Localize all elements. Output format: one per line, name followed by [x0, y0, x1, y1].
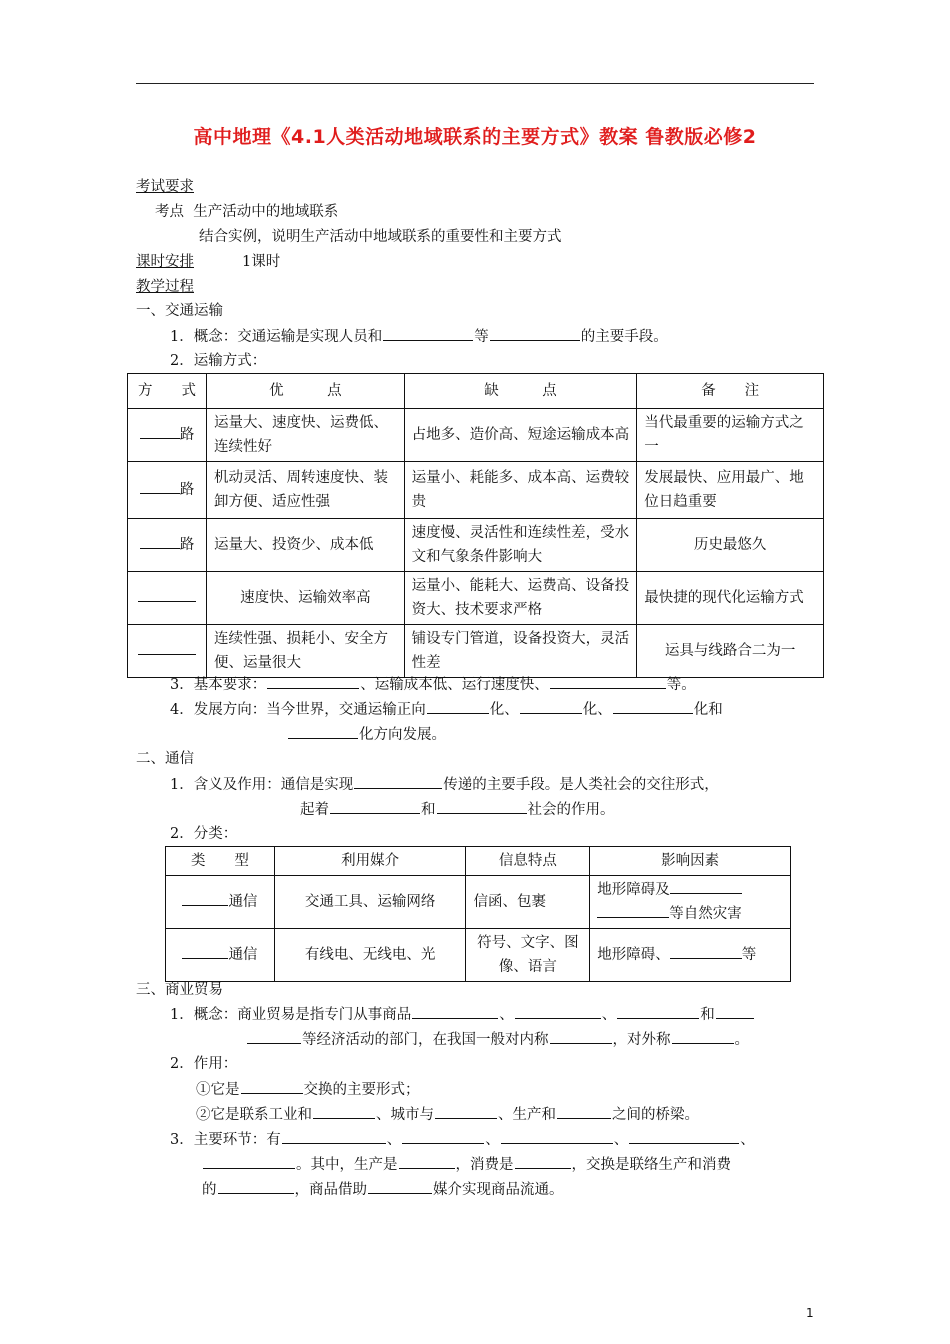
mode-cell[interactable]: 路 — [128, 462, 207, 519]
blank[interactable] — [435, 1104, 497, 1119]
blank[interactable] — [427, 699, 489, 714]
exam-heading: 考试要求 — [136, 179, 194, 195]
exam-requirement: 结合实例，说明生产活动中地域联系的重要性和主要方式 — [199, 229, 562, 245]
blank[interactable] — [354, 774, 442, 789]
header-cell: 类 型 — [166, 847, 275, 876]
con-cell: 铺设专门管道，设备投资大，灵活性差 — [404, 625, 637, 678]
blank[interactable] — [368, 1179, 432, 1194]
pro-cell: 机动灵活、周转速度快、装卸方便、适应性强 — [206, 462, 404, 519]
con-cell: 占地多、造价高、短途运输成本高 — [404, 409, 637, 462]
header-cell: 利用媒介 — [274, 847, 466, 876]
blank[interactable] — [670, 879, 742, 894]
table-row — [128, 572, 824, 625]
blank[interactable] — [182, 891, 228, 906]
blank[interactable] — [383, 326, 473, 341]
blank[interactable] — [490, 326, 580, 341]
communication-meaning: 1．含义及作用：通信是实现 传递的主要手段。是人类社会的交往形式， — [170, 774, 719, 795]
table-header-row — [128, 374, 824, 409]
table-row — [128, 519, 824, 572]
header-cell: 备 注 — [637, 374, 824, 409]
blank[interactable] — [140, 534, 180, 549]
header-cell: 影响因素 — [590, 847, 791, 876]
blank[interactable] — [412, 1004, 498, 1019]
trade-links-end: 的 ，商品借助 媒介实现商品流通。 — [202, 1179, 564, 1200]
blank[interactable] — [282, 1129, 386, 1144]
page-number: 1 — [806, 1306, 814, 1320]
blank[interactable] — [218, 1179, 294, 1194]
blank[interactable] — [241, 1079, 303, 1094]
blank[interactable] — [267, 674, 359, 689]
communication-table — [165, 846, 791, 982]
mode-cell[interactable] — [128, 625, 207, 678]
process-heading: 教学过程 — [136, 279, 194, 295]
blank[interactable] — [330, 799, 420, 814]
schedule-value: 1课时 — [242, 254, 281, 270]
trade-links: 3．主要环节：有 、 、 、 、 — [170, 1129, 755, 1150]
note-cell: 历史最悠久 — [637, 519, 824, 572]
blank[interactable] — [617, 1004, 699, 1019]
header-cell: 信息特点 — [466, 847, 590, 876]
con-cell: 速度慢、灵活性和连续性差，受水文和气象条件影响大 — [404, 519, 637, 572]
blank[interactable] — [402, 1129, 484, 1144]
communication-role: 起着 和 社会的作用。 — [300, 799, 615, 820]
table-header-row — [166, 847, 791, 876]
transport-development-cont: 化方向发展。 — [287, 724, 446, 745]
blank[interactable] — [515, 1004, 601, 1019]
pro-cell: 运量大、投资少、成本低 — [206, 519, 404, 572]
blank[interactable] — [550, 1029, 612, 1044]
blank[interactable] — [716, 1004, 754, 1019]
trade-role-1: ①它是 交换的主要形式； — [196, 1079, 420, 1100]
blank[interactable] — [313, 1104, 375, 1119]
factor-cell: 地形障碍及 等自然灾害 — [590, 876, 791, 929]
pro-cell: 连续性强、损耗小、安全方便、运量很大 — [206, 625, 404, 678]
section1-heading: 一、交通运输 — [136, 303, 223, 319]
mode-cell[interactable]: 路 — [128, 409, 207, 462]
blank[interactable] — [138, 640, 196, 655]
blank[interactable] — [288, 724, 358, 739]
note-cell: 当代最重要的运输方式之一 — [637, 409, 824, 462]
mode-cell[interactable] — [128, 572, 207, 625]
blank[interactable] — [550, 674, 666, 689]
header-cell: 方 式 — [128, 374, 207, 409]
note-cell: 发展最快、应用最广、地位日趋重要 — [637, 462, 824, 519]
transport-concept: 1．概念：交通运输是实现人员和 等 的主要手段。 — [170, 326, 668, 347]
blank[interactable] — [138, 587, 196, 602]
blank[interactable] — [597, 903, 669, 918]
type-cell[interactable]: 通信 — [166, 929, 275, 982]
media-cell: 交通工具、运输网络 — [274, 876, 466, 929]
transport-modes-label: 2．运输方式： — [170, 353, 267, 369]
blank[interactable] — [670, 944, 742, 959]
section2-heading: 二、通信 — [136, 751, 194, 767]
note-cell: 最快捷的现代化运输方式 — [637, 572, 824, 625]
blank[interactable] — [672, 1029, 734, 1044]
exam-point — [155, 202, 338, 222]
header-cell: 优 点 — [206, 374, 404, 409]
type-cell[interactable]: 通信 — [166, 876, 275, 929]
con-cell: 运量小、耗能多、成本高、运费较贵 — [404, 462, 637, 519]
transport-development: 4．发展方向：当今世界，交通运输正向 化、 化、 化和 — [170, 699, 723, 720]
feature-cell: 符号、文字、图像、语言 — [466, 929, 590, 982]
blank[interactable] — [140, 424, 180, 439]
blank[interactable] — [437, 799, 527, 814]
table-row — [128, 625, 824, 678]
schedule-line — [136, 252, 280, 272]
table-row — [166, 929, 791, 982]
trade-links-cont: 。其中，生产是 ，消费是 ，交换是联络生产和消费 — [202, 1154, 731, 1175]
blank[interactable] — [140, 479, 180, 494]
blank[interactable] — [520, 699, 582, 714]
blank[interactable] — [399, 1154, 455, 1169]
exam-point-text: 生产活动中的地域联系 — [193, 204, 339, 220]
header-cell: 缺 点 — [404, 374, 637, 409]
feature-cell: 信函、包裹 — [466, 876, 590, 929]
pro-cell: 运量大、速度快、运费低、连续性好 — [206, 409, 404, 462]
factor-cell: 地形障碍、 等 — [590, 929, 791, 982]
pro-cell: 速度快、运输效率高 — [206, 572, 404, 625]
blank[interactable] — [501, 1129, 613, 1144]
transport-table — [127, 373, 824, 678]
media-cell: 有线电、无线电、光 — [274, 929, 466, 982]
con-cell: 运量小、能耗大、运费高、设备投资大、技术要求严格 — [404, 572, 637, 625]
blank[interactable] — [182, 944, 228, 959]
blank[interactable] — [629, 1129, 739, 1144]
note-cell: 运具与线路合二为一 — [637, 625, 824, 678]
header-rule — [136, 83, 814, 84]
blank[interactable] — [613, 699, 693, 714]
blank[interactable] — [203, 1154, 295, 1169]
trade-role-2: ②它是联系工业和 、城市与 、生产和 之间的桥梁。 — [196, 1104, 699, 1125]
blank[interactable] — [557, 1104, 611, 1119]
trade-role-label: 2．作用： — [170, 1056, 238, 1072]
blank[interactable] — [515, 1154, 571, 1169]
transport-basic-requirements: 3．基本要求： 、运输成本低、运行速度快、 等。 — [170, 674, 696, 695]
trade-concept: 1．概念：商业贸易是指专门从事商品 、 、 和 — [170, 1004, 755, 1025]
blank[interactable] — [247, 1029, 301, 1044]
exam-point-label: 考点 — [155, 204, 184, 220]
table-row — [128, 409, 824, 462]
page-title: 高中地理《4.1人类活动地域联系的主要方式》教案 鲁教版必修2 — [193, 126, 757, 148]
table-row — [128, 462, 824, 519]
mode-cell[interactable]: 路 — [128, 519, 207, 572]
communication-class-label: 2．分类： — [170, 826, 238, 842]
table-row — [166, 876, 791, 929]
section3-heading: 三、商业贸易 — [136, 982, 223, 998]
schedule-heading: 课时安排 — [136, 254, 194, 270]
trade-concept-cont: 等经济活动的部门，在我国一般对内称 ，对外称 。 — [246, 1029, 749, 1050]
